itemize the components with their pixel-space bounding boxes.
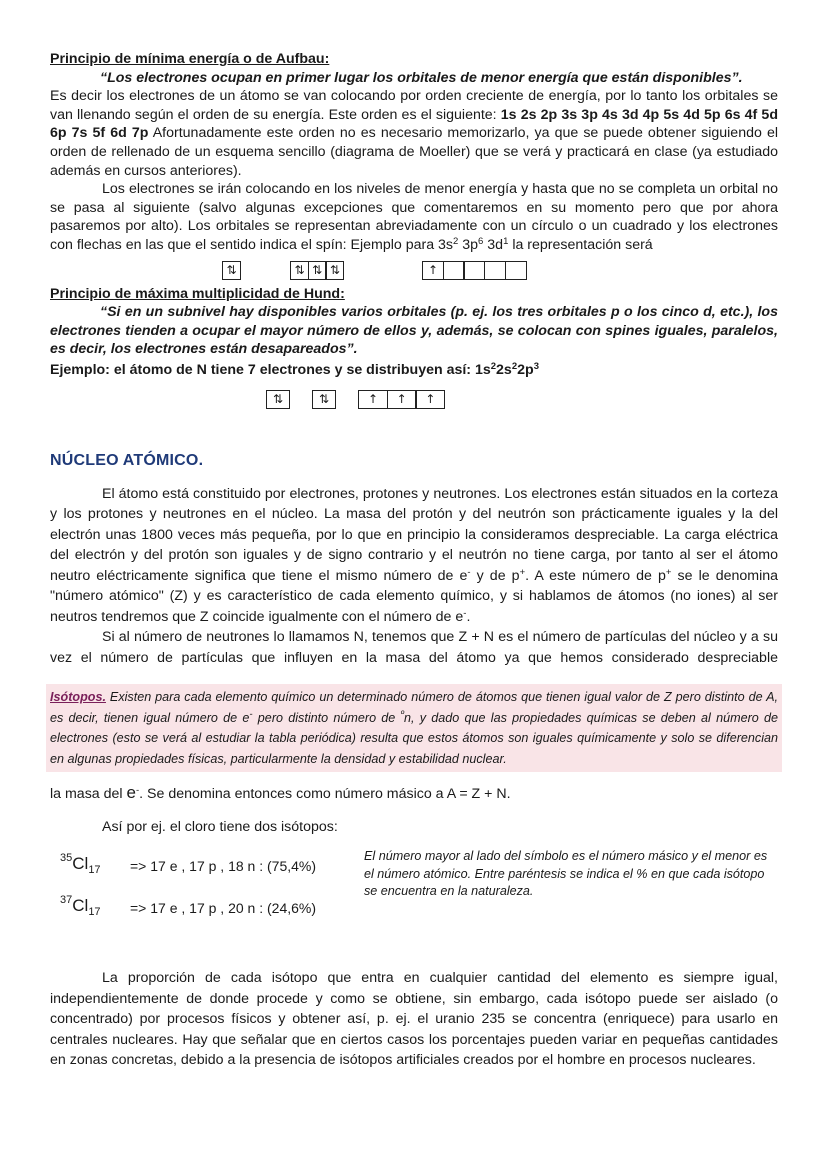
nucleo-paragraph-2: Si al número de neutrones lo llamamos N, tenemos que Z + N es el número de partículas del núcleo y a su vez el número de partículas que influyen en la masa del átomo ya que hemos considerado despreciable xyxy=(50,629,778,666)
nucleo-p1-text: El átomo está constituido por electrones, protones y neutrones. Los electrones están situados en la corteza y los protones y neutrones en el núcleo. La masa del protón y del neutrón son prácticamente iguales y la del electrón unas 1800 veces más pequeña, por lo que en principio la consideramos despreciable. La carga eléctrica del electrón y del protón son iguales y de signo contrario y el neutrón no tiene carga, por tanto al ser el átomo neutro eléctricamente significa que tiene el mismo número de e xyxy=(50,485,778,584)
isotope-composition: => 17 e , 17 p , 20 n : (24,6%) xyxy=(130,900,317,917)
orbital-box: ↑ xyxy=(415,390,445,409)
aufbau-title: Principio de mínima energía o de Aufbau: xyxy=(50,51,330,67)
aufbau-p1-rest: Afortunadamente este orden no es necesario memorizarlo, ya que se puede obtener siguiendo el orden de rellenado de un esquema sencillo (diagrama de Moeller) que se verá y practicará en clase (ya estudiado además en cursos anteriores). xyxy=(50,125,778,179)
orbital-box xyxy=(443,261,465,280)
isotopos-title: Isótopos. xyxy=(50,690,106,704)
sup-plus: + xyxy=(665,566,672,578)
aufbau-paragraph-1 xyxy=(50,87,778,180)
isotope-cl37 xyxy=(60,894,317,919)
orbital-group-3p xyxy=(290,261,344,280)
sup-minus: - xyxy=(463,607,467,619)
orbital-box: ⇅ xyxy=(266,390,290,409)
element-symbol: Cl xyxy=(72,896,89,916)
nucleo-paragraph-3: Así por ej. el cloro tiene dos isótopos: xyxy=(102,818,338,835)
label-2s: 2s xyxy=(496,361,512,378)
aufbau-p1-text: Es decir los electrones de un átomo se van colocando por orden creciente de energía, por lo tanto los orbitales se van llenando según el orden de su energía. Este orden es el siguiente: xyxy=(50,88,778,123)
hund-example-text: Ejemplo: el átomo de N tiene 7 electrones y se distribuyen así: 1s xyxy=(50,361,491,378)
sup-2p: 3 xyxy=(533,360,539,372)
orbital-group-2p xyxy=(358,390,445,409)
element-symbol: Cl xyxy=(72,854,89,874)
label-3d: 3d xyxy=(483,236,504,253)
orbital-order: 1s 2s 2p 3s 3p 4s 3d 4p 5s 4d 5p 6s 4f 5d 6p 7s 5f 6d 7p xyxy=(50,106,778,142)
isotopos-text: Existen para cada elemento químico un determinado número de átomos que tienen igual valor de Z pero distinto de A, es decir, tienen igual número de e xyxy=(50,690,778,725)
orbital-box: ⇅ xyxy=(290,261,309,280)
nucleo-p1-c: . A este número de p xyxy=(525,567,666,584)
aufbau-quote: “Los electrones ocupan en primer lugar los orbitales de menor energía que están disponibles”. xyxy=(100,69,743,86)
label-2p: 2p xyxy=(517,361,534,378)
orbital-box: ⇅ xyxy=(325,261,344,280)
nucleo-paragraph-2-continued xyxy=(50,784,778,804)
mass-number: 37 xyxy=(60,894,73,907)
mass-number: 35 xyxy=(60,852,73,865)
sup-degree: º xyxy=(400,708,405,720)
orbital-group-3d xyxy=(422,261,527,280)
aufbau-p2-end: la representación será xyxy=(508,236,653,253)
electron-symbol: e xyxy=(126,783,136,802)
sup-3s: 2 xyxy=(453,235,459,247)
atomic-number: 17 xyxy=(88,906,101,919)
orbital-box xyxy=(484,261,506,280)
nucleo-paragraph-1 xyxy=(50,484,778,628)
orbital-box: ↑ xyxy=(387,390,417,409)
nucleo-p1-e: . xyxy=(466,608,471,625)
sup-3p: 6 xyxy=(478,235,484,247)
orbital-box xyxy=(463,261,485,280)
orbital-box: ⇅ xyxy=(308,261,327,280)
hund-example xyxy=(50,361,778,380)
sup-2s: 2 xyxy=(511,360,518,372)
orbital-box xyxy=(505,261,527,280)
final-paragraph: La proporción de cada isótopo que entra en cualquier cantidad del elemento es siempre igual, independientemente de donde procede y como se obtiene, sin embargo, cada isótopo puede ser aislado (o concentrado) por procesos físicos y obtener así, p. ej. el uranio 235 se concentra (enriquece) para usarlo en centrales nucleares. Hay que señalar que en ciertos casos los porcentajes pueden variar en pequeñas cantidades en zonas concretas, debido a la presencia de isótopos artificiales creados por el hombre en procesos nucleares. xyxy=(50,970,778,1069)
hund-title: Principio de máxima multiplicidad de Hund: xyxy=(50,285,345,302)
sup-plus: + xyxy=(519,566,526,578)
section-heading-nucleo: NÚCLEO ATÓMICO. xyxy=(50,451,204,469)
aufbau-p2-text: Los electrones se irán colocando en los niveles de menor energía y hasta que no se completa un orbital no se pasa al siguiente (salvo algunas excepciones que comentaremos en su momento pero que por ahora pasaremos por alto). Los orbitales se representan abreviadamente con un círculo o un cuadrado y los electrones con flechas en las que el sentido indica el spín: Ejemplo para 3s xyxy=(50,181,778,253)
document-page xyxy=(50,50,778,1071)
nucleo-p1-b: y de p xyxy=(470,567,520,584)
label-3p: 3p xyxy=(458,236,479,253)
isotopos-text-c: n, y dado que las propiedades químicas se deben al número de electrones (esto se verá al estudiar la tabla periódica) resulta que estos átomos son iguales químicamente y solo se diferencian en algunas propiedades físicas, particularmente la densidad y estabilidad nuclear. xyxy=(50,710,779,766)
orbital-group-1s xyxy=(266,390,290,409)
orbital-group-2s xyxy=(312,390,336,409)
orbital-group-3s xyxy=(222,261,241,280)
sup-minus: - xyxy=(135,785,140,796)
isotope-examples xyxy=(50,848,778,948)
orbital-box: ↑ xyxy=(422,261,444,280)
sup-minus: - xyxy=(249,708,253,720)
isotopos-text-b: pero distinto número de xyxy=(252,710,401,725)
mass-text: la masa del xyxy=(50,786,127,802)
isotope-composition: => 17 e , 17 p , 18 n : (75,4%) xyxy=(130,858,317,875)
orbital-diagram-aufbau xyxy=(50,261,778,285)
aufbau-paragraph-2 xyxy=(50,180,778,254)
isotopos-highlight-box xyxy=(46,684,782,772)
sup-minus: - xyxy=(467,566,471,578)
nucleo-p1-d: se le denomina "número atómico" (Z) y es característico de cada elemento químico, y si hablamos de átomos (no iones) al ser neutros tendremos que Z coincide igualmente con el número de e xyxy=(50,567,779,625)
atomic-number: 17 xyxy=(88,864,101,877)
isotope-note: El número mayor al lado del símbolo es el número másico y el menor es el número atómico. Entre paréntesis se indica el % en que cada isótopo se encuentra en la naturaleza. xyxy=(364,849,768,899)
hund-quote: “Si en un subnivel hay disponibles varios orbitales (p. ej. los tres orbitales p o los cinco d, etc.), los electrones tienden a ocupar el mayor número de ellos y, además, se colocan con spines iguales, paralelos, es decir, los electrones están desapareados”. xyxy=(50,304,778,358)
isotope-cl35 xyxy=(60,852,317,877)
sup-3d: 1 xyxy=(503,235,509,247)
orbital-box: ⇅ xyxy=(222,261,241,280)
mass-number-text: . Se denomina entonces como número másico a A = Z + N. xyxy=(139,786,511,802)
orbital-box: ⇅ xyxy=(312,390,336,409)
orbital-box: ↑ xyxy=(358,390,388,409)
orbital-diagram-nitrogen xyxy=(50,390,778,420)
sup-1s: 2 xyxy=(490,360,497,372)
